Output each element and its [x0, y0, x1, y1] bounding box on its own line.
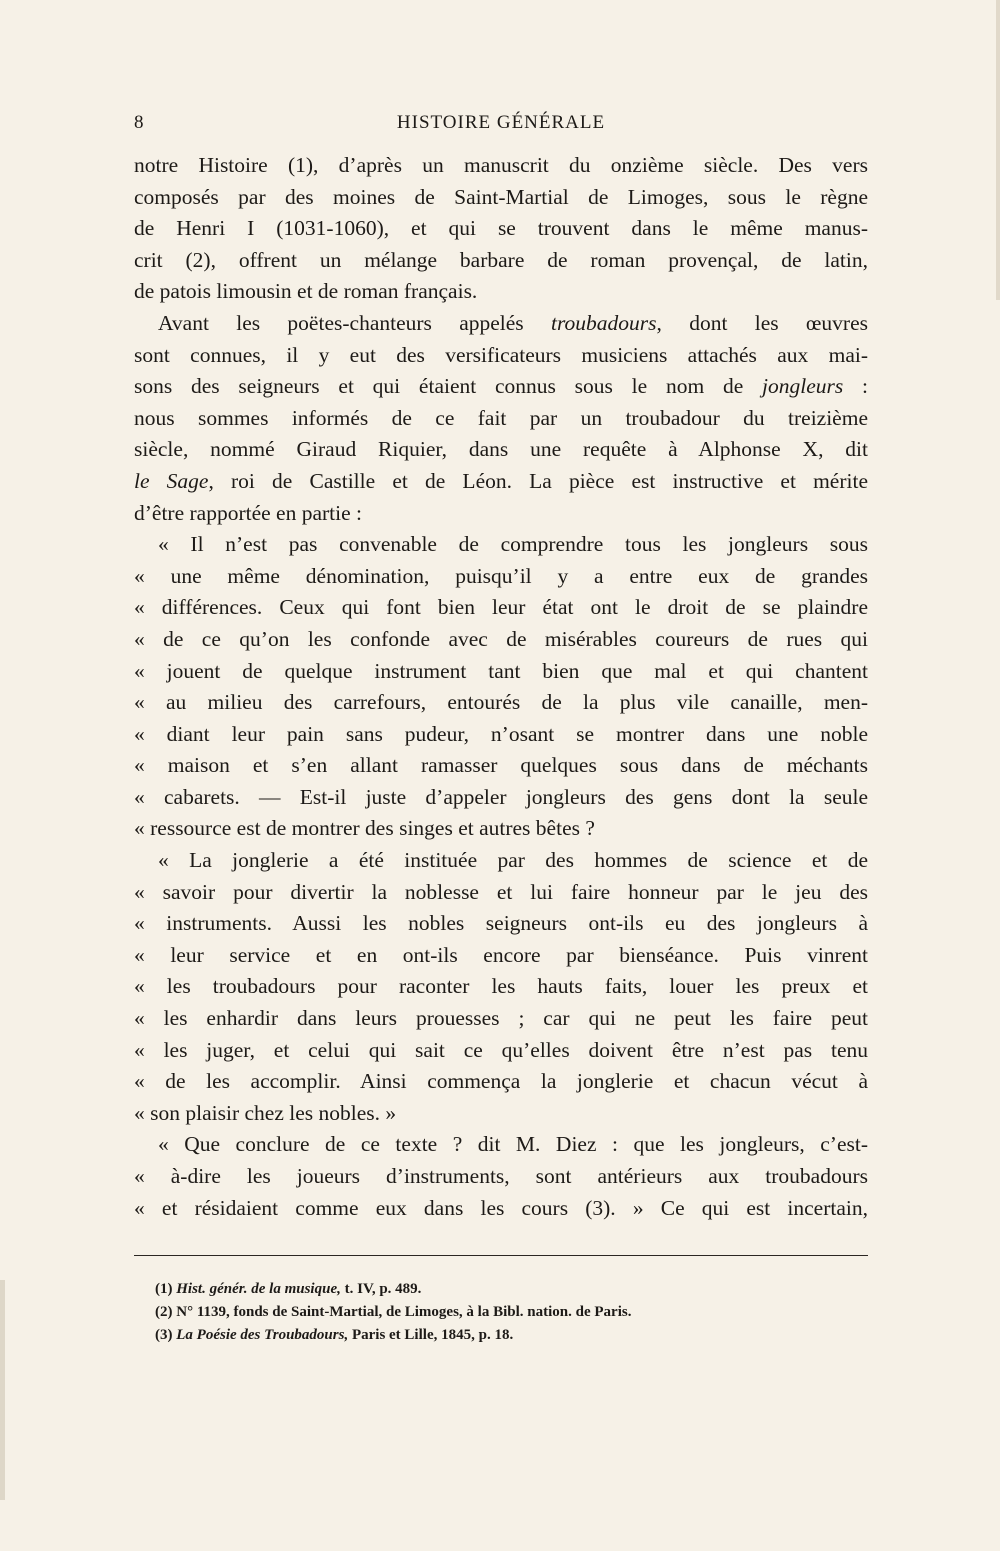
- footnote-title: La Poésie des Troubadours,: [176, 1327, 349, 1343]
- italic-term: troubadours: [550, 310, 657, 335]
- line-text: de patois limousin et de roman français.: [134, 279, 478, 304]
- footnote-mark: (1): [155, 1281, 177, 1297]
- text-line: [134, 813, 868, 845]
- text-line: [134, 624, 868, 656]
- text-line: [134, 845, 868, 877]
- text-line: [134, 971, 868, 1003]
- line-text: sont connues, il y eut des versificateurs musiciens attachés aux mai-: [134, 342, 868, 367]
- text-line: [134, 877, 868, 909]
- line-text: « diant leur pain sans pudeur, n’osant se montrer dans une noble: [134, 721, 868, 746]
- text-line: [134, 1098, 868, 1130]
- text-line: [134, 529, 868, 561]
- running-title: HISTOIRE GÉNÉRALE: [396, 112, 606, 133]
- text-line: [134, 1129, 868, 1161]
- text-line: [134, 245, 868, 277]
- line-text: « les troubadours pour raconter les hauts faits, louer les preux et: [134, 974, 868, 999]
- line-text: , roi de Castille et de Léon. La pièce est instructive et mérite: [208, 468, 868, 493]
- text-line: [134, 561, 868, 593]
- text-line: [134, 340, 868, 372]
- text-line: [134, 434, 868, 466]
- line-text: « cabarets. — Est-il juste d’appeler jongleurs des gens dont la seule: [134, 784, 868, 809]
- footnote-text: N° 1139, fonds de Saint-Martial, de Limoges, à la Bibl. nation. de Paris.: [176, 1304, 632, 1320]
- line-text: « de les accomplir. Ainsi commença la jonglerie et chacun vécut à: [134, 1069, 868, 1094]
- text-line: [134, 750, 868, 782]
- footnotes: [155, 1278, 855, 1347]
- line-text: « La jonglerie a été instituée par des hommes de science et de: [158, 848, 868, 873]
- text-line: [134, 656, 868, 688]
- text-line: [134, 308, 868, 340]
- text-line: [134, 782, 868, 814]
- footnote-text: Paris et Lille, 1845, p. 18.: [348, 1327, 514, 1343]
- italic-term: jongleurs: [762, 374, 844, 399]
- line-text: « à-dire les joueurs d’instruments, sont antérieurs aux troubadours: [134, 1164, 868, 1188]
- line-text: « différences. Ceux qui font bien leur état ont le droit de se plaindre: [134, 595, 868, 620]
- text-line: [134, 371, 868, 403]
- footnote-title: Hist. génér. de la musique,: [176, 1281, 341, 1297]
- text-line: [134, 940, 868, 972]
- line-text: « ressource est de montrer des singes et autres bêtes ?: [134, 816, 595, 841]
- page-edge-shadow: [996, 0, 1000, 300]
- line-text: « les enhardir dans leurs prouesses ; car qui ne peut les faire peut: [134, 1006, 868, 1031]
- line-text: « une même dénomination, puisqu’il y a entre eux de grandes: [134, 563, 868, 588]
- line-text: « jouent de quelque instrument tant bien que mal et qui chantent: [134, 658, 868, 683]
- line-text: Avant les poëtes-chanteurs appelés: [158, 310, 551, 335]
- line-text: de Henri I (1031-1060), et qui se trouvent dans le même manus-: [134, 216, 868, 241]
- text-line: [134, 908, 868, 940]
- footnote: [155, 1301, 855, 1324]
- line-text: crit (2), offrent un mélange barbare de roman provençal, de latin,: [134, 247, 868, 272]
- line-text: « et résidaient comme eux dans les cours (3). » Ce qui est incertain,: [134, 1195, 868, 1220]
- line-text: « les juger, et celui qui sait ce qu’elles doivent être n’est pas tenu: [134, 1037, 868, 1062]
- line-text: d’être rapportée en partie :: [134, 500, 363, 525]
- line-text: « Il n’est pas convenable de comprendre tous les jongleurs sous: [158, 532, 868, 557]
- line-text: « leur service et en ont-ils encore par bienséance. Puis vinrent: [134, 942, 868, 967]
- line-text: , dont les œuvres: [656, 310, 869, 335]
- line-text: « son plaisir chez les nobles. »: [134, 1100, 397, 1125]
- running-header: [134, 112, 868, 140]
- body-text: [134, 150, 868, 1224]
- line-text: « maison et s’en allant ramasser quelques sous dans de méchants: [134, 753, 868, 778]
- line-text: « savoir pour divertir la noblesse et lui faire honneur par le jeu des: [134, 879, 868, 904]
- text-line: [134, 592, 868, 624]
- footnote-mark: (2): [155, 1304, 177, 1320]
- text-line: [134, 182, 868, 214]
- italic-term: le Sage: [134, 468, 209, 493]
- text-line: [134, 1161, 868, 1193]
- page-edge-shadow: [0, 1280, 5, 1500]
- line-text: :: [843, 374, 868, 399]
- text-line: [134, 150, 868, 182]
- text-line: [134, 1035, 868, 1067]
- footnote: [155, 1278, 855, 1301]
- text-line: [134, 276, 868, 308]
- text-line: [134, 498, 868, 530]
- line-text: « de ce qu’on les confonde avec de misérables coureurs de rues qui: [134, 626, 868, 651]
- line-text: « Que conclure de ce texte ? dit M. Diez : que les jongleurs, c’est-: [158, 1132, 868, 1157]
- text-line: [134, 1066, 868, 1098]
- text-line: [134, 466, 868, 498]
- text-line: [134, 719, 868, 751]
- page-number: 8: [134, 112, 144, 133]
- footnote-text: t. IV, p. 489.: [340, 1281, 422, 1297]
- line-text: « instruments. Aussi les nobles seigneurs ont-ils eu des jongleurs à: [134, 911, 868, 936]
- footnote-rule: [134, 1255, 868, 1256]
- text-line: [134, 403, 868, 435]
- line-text: siècle, nommé Giraud Riquier, dans une requête à Alphonse X, dit: [134, 437, 868, 462]
- text-line: [134, 1003, 868, 1035]
- line-text: « au milieu des carrefours, entourés de la plus vile canaille, men-: [134, 690, 868, 715]
- text-line: [134, 687, 868, 719]
- footnote-mark: (3): [155, 1327, 177, 1343]
- footnote: [155, 1324, 855, 1347]
- line-text: nous sommes informés de ce fait par un troubadour du treizième: [134, 405, 868, 430]
- text-line: [134, 1193, 868, 1225]
- line-text: sons des seigneurs et qui étaient connus sous le nom de: [134, 374, 763, 399]
- text-line: [134, 213, 868, 245]
- line-text: notre Histoire (1), d’après un manuscrit du onzième siècle. Des vers: [134, 153, 868, 177]
- line-text: composés par des moines de Saint-Martial de Limoges, sous le règne: [134, 184, 868, 209]
